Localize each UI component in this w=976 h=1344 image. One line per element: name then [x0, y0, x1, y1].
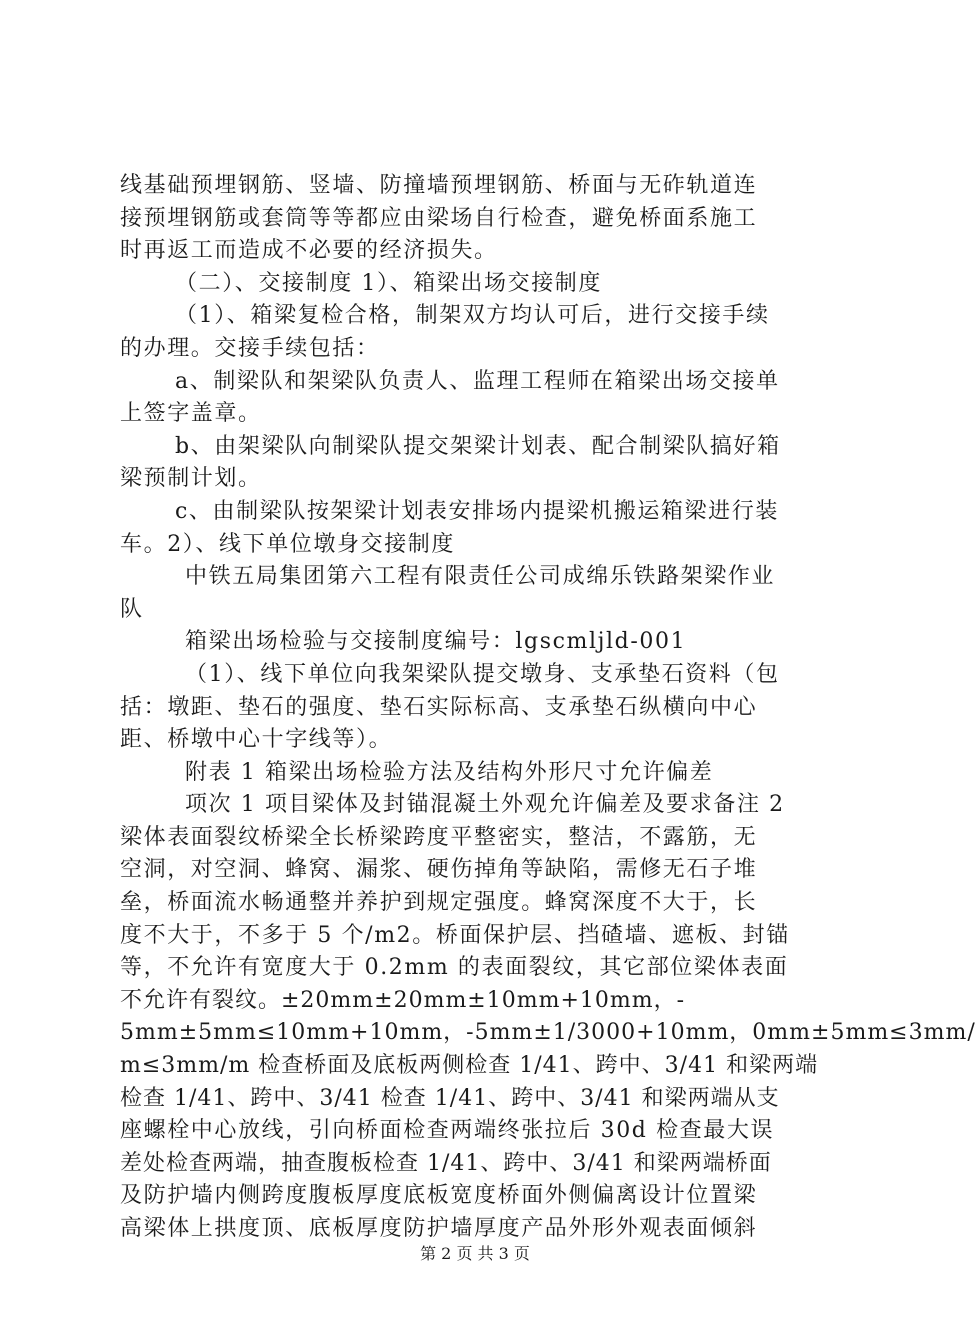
text-line: 高梁体上拱度顶、底板厚度防护墙厚度产品外形外观表面倾斜 — [120, 1216, 758, 1241]
text-line: 车。2）、线下单位墩身交接制度 — [120, 531, 455, 557]
list-item: a、制梁队和架梁队负责人、监理工程师在箱梁出场交接单 — [175, 368, 780, 394]
text-line: 上签字盖章。 — [120, 401, 262, 427]
text-line: 座螺栓中心放线，引向桥面检查两端终张拉后 30d 检查最大误 — [120, 1118, 775, 1144]
text-line: （1）、线下单位向我架梁队提交墩身、支承垫石资料（包 — [185, 661, 780, 687]
text-line: 时再返工而造成不必要的经济损失。 — [120, 238, 498, 264]
table-caption: 附表 1 箱梁出场检验方法及结构外形尺寸允许偏差 — [185, 759, 714, 785]
text-line: 项次 1 项目梁体及封锚混凝土外观允许偏差及要求备注 2 — [185, 792, 785, 818]
text-line: 不允许有裂纹。±20mm±20mm±10mm+10mm，- — [120, 987, 686, 1013]
text-line: 等，不允许有宽度大于 0.2mm 的表面裂纹，其它部位梁体表面 — [120, 955, 789, 981]
text-line: 梁体表面裂纹桥梁全长桥梁跨度平整密实，整洁，不露筋，无 — [120, 824, 758, 850]
section-heading: （二）、交接制度 1）、箱梁出场交接制度 — [175, 270, 602, 296]
company-line: 中铁五局集团第六工程有限责任公司成绵乐铁路架梁作业 — [185, 564, 776, 590]
text-line: 空洞，对空洞、蜂窝、漏浆、硬伤掉角等缺陷，需修无石子堆 — [120, 857, 758, 883]
text-line: 队 — [120, 596, 144, 622]
text-line: 线基础预埋钢筋、竖墙、防撞墙预埋钢筋、桥面与无砟轨道连 — [120, 173, 758, 198]
document-body — [120, 170, 976, 1246]
text-line: 及防护墙内侧跨度腹板厚度底板宽度桥面外侧偏离设计位置梁 — [120, 1183, 758, 1209]
text-line: 括：墩距、垫石的强度、垫石实际标高、支承垫石纵横向中心 — [120, 694, 758, 720]
text-line: 5mm±5mm≤10mm+10mm，-5mm±1/3000+10mm，0mm±5mm≤3mm/ — [120, 1020, 976, 1046]
text-line: 的办理。交接手续包括： — [120, 335, 380, 361]
document-number-line: 箱梁出场检验与交接制度编号：lgscmljld-001 — [185, 629, 687, 655]
text-line: m≤3mm/m 检查桥面及底板两侧检查 1/41、跨中、3/41 和梁两端 — [120, 1053, 819, 1079]
text-line: 接预埋钢筋或套筒等等都应由梁场自行检查，避免桥面系施工 — [120, 205, 758, 231]
text-line: （1）、箱梁复检合格，制架双方均认可后，进行交接手续 — [175, 303, 770, 329]
text-line: 梁预制计划。 — [120, 466, 262, 492]
list-item: c、由制梁队按架梁计划表安排场内提梁机搬运箱梁进行装 — [175, 498, 779, 524]
text-line: 检查 1/41、跨中、3/41 检查 1/41、跨中、3/41 和梁两端从支 — [120, 1085, 780, 1111]
text-line: 距、桥墩中心十字线等）。 — [120, 727, 393, 753]
text-line: 度不大于，不多于 5 个/m2。桥面保护层、挡碴墙、遮板、封锚 — [120, 922, 790, 948]
text-line: 差处检查两端，抽查腹板检查 1/41、跨中、3/41 和梁两端桥面 — [120, 1150, 772, 1176]
list-item: b、由架梁队向制梁队提交架梁计划表、配合制梁队搞好箱 — [175, 433, 781, 459]
text-line: 垒，桥面流水畅通整并养护到规定强度。蜂窝深度不大于，长 — [120, 890, 758, 916]
page-footer: 第 2 页 共 3 页 — [420, 1244, 530, 1263]
